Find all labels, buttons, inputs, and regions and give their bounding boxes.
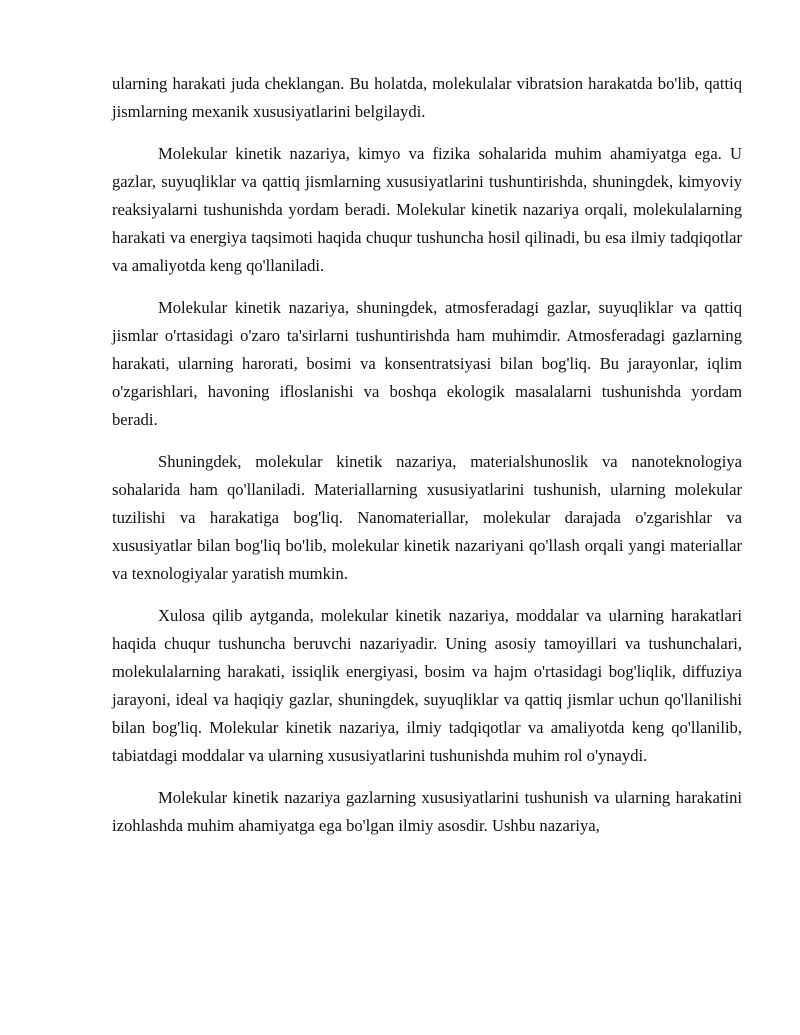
paragraph: Molekular kinetik nazariya, shuningdek, atmosferadagi gazlar, suyuqliklar va qattiq jismlar o'rtasidagi o'zaro ta'sirlarni tushuntirishda ham muhimdir. Atmosferadagi gazlarning harakati, ularning harorati, bosimi va konsentratsiyasi bilan bog'liq. Bu jarayonlar, iqlim o'zgarishlari, havoning ifloslanishi va boshqa ekologik masalalarni tushunishda yordam beradi. bbox=[112, 298, 742, 429]
paragraph: Shuningdek, molekular kinetik nazariya, materialshunoslik va nanoteknologiya sohalarida ham qo'llaniladi. Materiallarning xususiyatlarini tushunish, ularning molekular tuzilishi va harakatiga bog'liq. Nanomateriallar, molekular darajada o'zgarishlar va xususiyatlar bilan bog'liq bo'lib, molekular kinetik nazariyani qo'llash orqali yangi materiallar va texnologiyalar yaratish mumkin. bbox=[112, 452, 742, 583]
paragraph: Molekular kinetik nazariya, kimyo va fizika sohalarida muhim ahamiyatga ega. U gazlar, suyuqliklar va qattiq jismlarning xususiyatlarini tushuntirishda, shuningdek, kimyoviy reaksiyalarni tushunishda yordam beradi. Molekular kinetik nazariya orqali, molekulalarning harakati va energiya taqsimoti haqida chuqur tushuncha hosil qilinadi, bu esa ilmiy tadqiqotlar va amaliyotda keng qo'llaniladi. bbox=[112, 144, 742, 275]
document-page bbox=[112, 70, 742, 854]
paragraph: Xulosa qilib aytganda, molekular kinetik nazariya, moddalar va ularning harakatlari haqida chuqur tushuncha beruvchi nazariyadir. Uning asosiy tamoyillari va tushunchalari, molekulalarning harakati, issiqlik energiyasi, bosim va hajm o'rtasidagi bog'liqlik, diffuziya jarayoni, ideal va haqiqiy gazlar, shuningdek, suyuqliklar va qattiq jismlar uchun qo'llanilishi bilan bog'liq. Molekular kinetik nazariya, ilmiy tadqiqotlar va amaliyotda keng qo'llanilib, tabiatdagi moddalar va ularning xususiyatlarini tushunishda muhim rol o'ynaydi. bbox=[112, 606, 742, 765]
paragraph-continuation: ularning harakati juda cheklangan. Bu holatda, molekulalar vibratsion harakatda bo'lib, qattiq jismlarning mexanik xususiyatlarini belgilaydi. bbox=[112, 74, 742, 121]
paragraph: Molekular kinetik nazariya gazlarning xususiyatlarini tushunish va ularning harakatini izohlashda muhim ahamiyatga ega bo'lgan ilmiy asosdir. Ushbu nazariya, bbox=[112, 788, 742, 835]
